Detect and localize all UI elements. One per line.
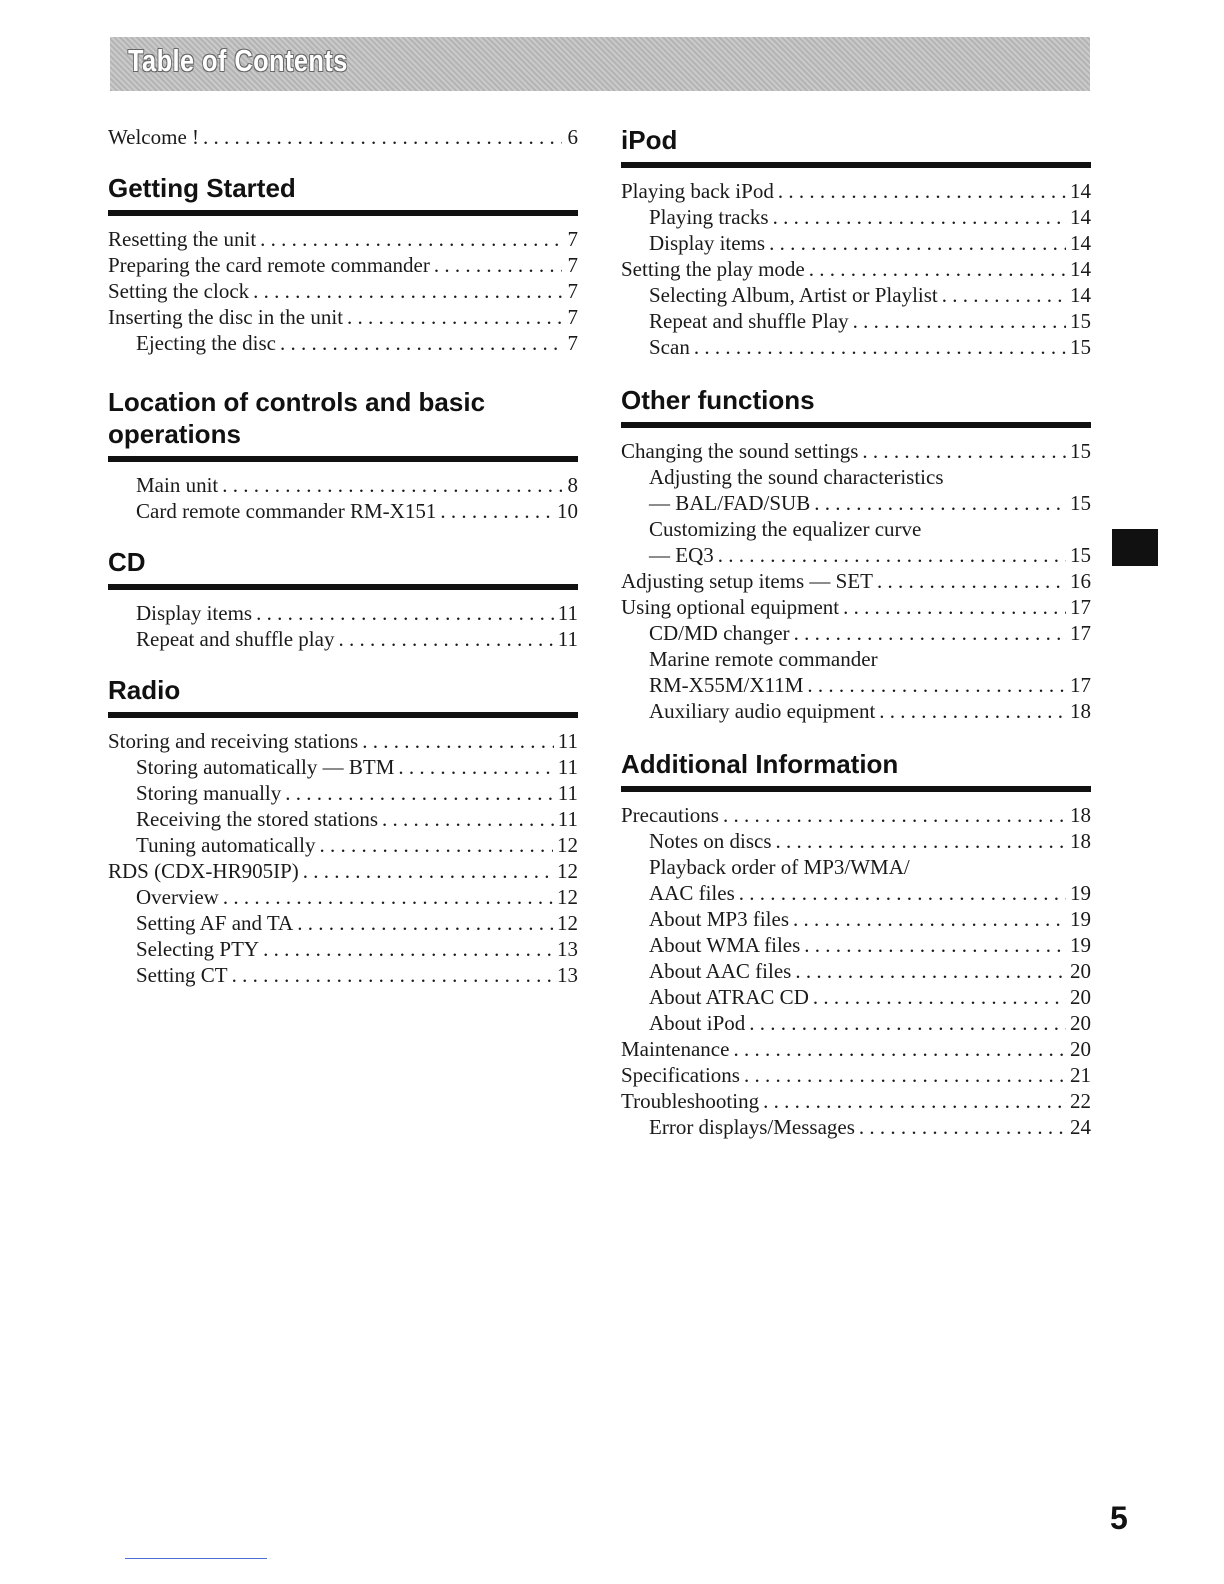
toc-entry[interactable]: Specifications . . . 21	[621, 1062, 1091, 1088]
toc-right-column	[621, 124, 1091, 1140]
header-banner	[110, 37, 1090, 91]
toc-entry[interactable]: Setting the clock . . . 7	[108, 278, 578, 304]
toc-entry[interactable]: Selecting PTY . . . 13	[108, 936, 578, 962]
toc-entry-text[interactable]: Marine remote commander	[649, 647, 878, 671]
toc-entry[interactable]: — BAL/FAD/SUB . . . 15	[621, 490, 1091, 516]
footer-divider	[125, 1558, 267, 1559]
toc-entry[interactable]: Resetting the unit . . . 7	[108, 226, 578, 252]
toc-entry[interactable]: Notes on discs . . . 18	[621, 828, 1091, 854]
toc-entry[interactable]: Adjusting setup items — SET . . . 16	[621, 568, 1091, 594]
toc-entry[interactable]: Troubleshooting . . . 22	[621, 1088, 1091, 1114]
toc-entry-text[interactable]: Playback order of MP3/WMA/	[649, 855, 910, 879]
toc-entry-text[interactable]: Customizing the equalizer curve	[649, 517, 922, 541]
section-heading-getting-started: Getting Started	[108, 172, 578, 216]
section-heading-ipod: iPod	[621, 124, 1091, 168]
toc-entry[interactable]: Changing the sound settings . . . 15	[621, 438, 1091, 464]
section-heading-additional-information: Additional Information	[621, 748, 1091, 792]
toc-entry-text[interactable]: Adjusting the sound characteristics	[649, 465, 944, 489]
toc-entry[interactable]: Setting the play mode . . . 14	[621, 256, 1091, 282]
toc-entry[interactable]: Repeat and shuffle play . . . 11	[108, 626, 578, 652]
toc-entry[interactable]: Precautions . . . 18	[621, 802, 1091, 828]
toc-entry[interactable]: About WMA files . . . 19	[621, 932, 1091, 958]
toc-entry[interactable]: Setting AF and TA . . . 12	[108, 910, 578, 936]
toc-entry[interactable]: AAC files . . . 19	[621, 880, 1091, 906]
toc-entry[interactable]: Display items . . . 14	[621, 230, 1091, 256]
toc-entry[interactable]: Tuning automatically . . . 12	[108, 832, 578, 858]
toc-entry[interactable]: About ATRAC CD . . . 20	[621, 984, 1091, 1010]
section-heading-cd: CD	[108, 546, 578, 590]
toc-entry[interactable]: Storing and receiving stations . . . 11	[108, 728, 578, 754]
toc-entry[interactable]: Error displays/Messages . . . 24	[621, 1114, 1091, 1140]
section-tab-marker	[1112, 529, 1158, 566]
toc-entry[interactable]: — EQ3 . . . 15	[621, 542, 1091, 568]
toc-entry[interactable]: RM-X55M/X11M . . . 17	[621, 672, 1091, 698]
toc-entry[interactable]: Playing tracks . . . 14	[621, 204, 1091, 230]
toc-entry[interactable]: Overview . . . 12	[108, 884, 578, 910]
toc-entry[interactable]: Ejecting the disc . . . 7	[108, 330, 578, 356]
toc-left-column	[108, 124, 578, 988]
toc-entry[interactable]: Card remote commander RM-X151 . . . 10	[108, 498, 578, 524]
page-title: Table of Contents	[128, 43, 348, 78]
toc-entry[interactable]: Storing automatically — BTM . . . 11	[108, 754, 578, 780]
toc-entry[interactable]: Main unit . . . 8	[108, 472, 578, 498]
toc-entry-welcome[interactable]: Welcome ! . . . 6	[108, 124, 578, 150]
toc-entry[interactable]: Display items . . . 11	[108, 600, 578, 626]
toc-entry[interactable]: CD/MD changer . . . 17	[621, 620, 1091, 646]
toc-entry[interactable]: Preparing the card remote commander . . . 7	[108, 252, 578, 278]
toc-entry[interactable]: Repeat and shuffle Play . . . 15	[621, 308, 1091, 334]
toc-entry[interactable]: About MP3 files . . . 19	[621, 906, 1091, 932]
toc-entry[interactable]: Scan . . . 15	[621, 334, 1091, 360]
toc-entry[interactable]: Inserting the disc in the unit . . . 7	[108, 304, 578, 330]
toc-entry[interactable]: About AAC files . . . 20	[621, 958, 1091, 984]
toc-entry[interactable]: Setting CT . . . 13	[108, 962, 578, 988]
toc-entry[interactable]: RDS (CDX-HR905IP) . . . 12	[108, 858, 578, 884]
section-heading-other-functions: Other functions	[621, 384, 1091, 428]
section-heading-location: Location of controls and basic operations	[108, 386, 578, 462]
toc-entry[interactable]: Using optional equipment . . . 17	[621, 594, 1091, 620]
toc-entry[interactable]: Maintenance . . . 20	[621, 1036, 1091, 1062]
toc-entry[interactable]: Receiving the stored stations . . . 11	[108, 806, 578, 832]
toc-entry[interactable]: Storing manually . . . 11	[108, 780, 578, 806]
toc-entry[interactable]: Selecting Album, Artist or Playlist . . . 14	[621, 282, 1091, 308]
section-heading-radio: Radio	[108, 674, 578, 718]
page-number: 5	[1110, 1500, 1128, 1536]
toc-entry[interactable]: Auxiliary audio equipment . . . 18	[621, 698, 1091, 724]
toc-entry[interactable]: About iPod . . . 20	[621, 1010, 1091, 1036]
toc-entry[interactable]: Playing back iPod . . . 14	[621, 178, 1091, 204]
